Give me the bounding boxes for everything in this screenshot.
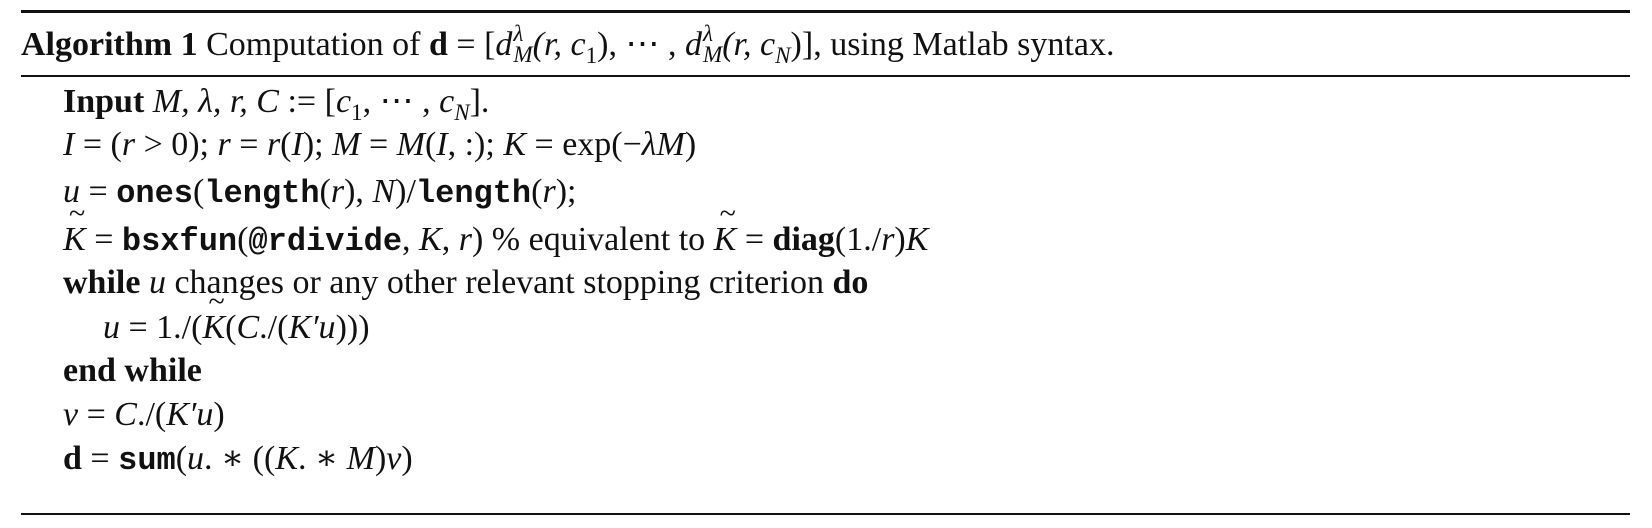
algorithm-label: Algorithm 1 [21,26,198,63]
caption-prefix: Computation of [206,26,429,63]
algorithm-caption: Algorithm 1 Computation of d = [d λ M (r, $c_1$), ⋯ , d λ M (r, $c_N$)], using Matlab syntax. [21,21,1115,69]
algo-line-ktilde: ~ K = bsxfun(@rdivide, K, r) % equivalent to ~ K = diag(1./r)K [63,218,928,264]
caption-suffix: , using Matlab syntax. [813,26,1115,63]
algo-line-u-init: u = ones(length(r), N)/length(r); [63,173,577,212]
algo-line-while: while u changes or any other relevant stopping criterion do [63,264,869,301]
algo-line-loop-body: u = 1./(~ K(C./(K′u))) [103,306,370,350]
caption-rule [21,75,1630,77]
algo-line-input: Input M, λ, r, C := [$c_1$, ⋯ , $c_N$]. [63,83,490,126]
top-rule [21,10,1630,13]
bottom-rule [21,513,1630,515]
algo-line-init: I = (r > 0); r = r(I); M = M(I, :); K = exp(−λM) [63,126,697,163]
algo-line-endwhile: end while [63,352,202,389]
algo-line-d: d = sum(u. ∗ ((K. ∗ M)v) [63,440,413,479]
algorithm-box [21,10,1630,518]
algo-line-v: v = C./(K′u) [63,396,225,433]
